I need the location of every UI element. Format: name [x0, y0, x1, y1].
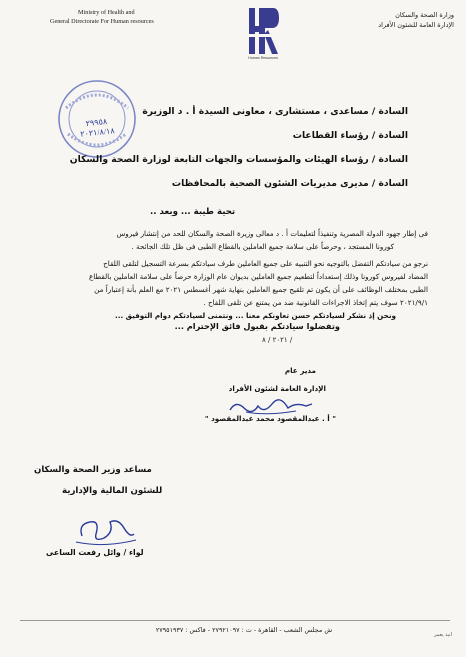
greeting: تحية طيبة ... وبعد .. [150, 207, 236, 217]
addressee-2: السادة / رؤساء القطاعات [292, 130, 408, 141]
body-line-6: ٢٠٢١/٩/١ سوف يتم إتخاذ الاجراءات القانونية ضد من يمتنع عن تلقى اللقاح . [203, 298, 428, 307]
closing: وتفضلوا سيادتكم بقبول فائق الإحترام ... [174, 321, 340, 331]
signature-2-line2: للشئون المالية والإدارية [62, 486, 163, 496]
stamp-number: ٢٩٩٥٨ [85, 116, 108, 129]
footer-divider [20, 620, 450, 621]
addressee-3: السادة / رؤساء الهيئات والمؤسسات والجهات التابعة لوزارة الصحة والسكان [69, 154, 408, 165]
hr-logo-icon [246, 6, 280, 58]
header-arabic-line1: وزارة الصحة والسكان [395, 11, 454, 19]
header-english [50, 8, 180, 26]
signature-1-title: مدير عام [284, 366, 316, 375]
footer-contact: ش مجلس الشعب - القاهرة - ت : ٢٧٩٢١٠٩٧ - فاكس : ٢٧٩٥١٩٣٧ [155, 626, 333, 634]
body-line-3: نرجو من سيادتكم التفضل بالتوجيه نحو التنبيه على جميع العاملين طرف سيادتكم بسرعة التسجيل لتلقى اللقاح [103, 259, 428, 268]
header-english-line2: General Directorate For Human resources [50, 18, 154, 25]
signature-1-name: " أ . عبدالمقصود محمد عبدالمقصود " [204, 414, 336, 423]
signature-1-department: الإدارة العامة لشئون الأفراد [228, 384, 326, 393]
corner-note: انيد يعمر [434, 632, 452, 638]
addressee-4: السادة / مديرى مديريات الشئون الصحية بالمحافظات [171, 178, 408, 189]
stamp-date: ٢٠٢١/٨/١٨ [79, 126, 116, 139]
header-arabic [294, 10, 454, 30]
body-line-2: كورونا المستجد ، وحرصاً على سلامة جميع العاملين بالقطاع الطبى فى ظل تلك الجائحة . [131, 242, 394, 251]
signature-2-scribble [74, 508, 138, 548]
body-line-5: الطبى بمختلف الوظائف على أن يكون تم تلقيح جميع العاملين بنهاية شهر أغسطس ٢٠٢١ مع العلم بأنة إعتباراً من [94, 285, 428, 294]
signature-2-line1: مساعد وزير الصحة والسكان [34, 465, 152, 475]
body-line-1: فى إطار جهود الدولة المصرية وتنفيذاً لتعليمات أ . د معالى وزيرة الصحة والسكان للحد من إنتشار فيروس [116, 229, 428, 238]
body-line-7: ونحن إذ نشكر لسيادتكم حسن تعاونكم معنا ... ونتمنى لسيادتكم دوام التوفيق ... [114, 311, 396, 320]
header-arabic-line2: الإدارة العامة للشئون الأفراد [378, 21, 454, 29]
header-english-line1: Ministry of Health and [78, 9, 135, 16]
logo-subtitle: Human Resources [248, 56, 278, 60]
addressee-1: السادة / مساعدى ، مستشارى ، معاونى السيدة أ . د الوزيرة [142, 106, 408, 117]
body-line-4: المضاد لفيروس كورونا وذلك إستعداداً لتطعيم جميع العاملين بديوان عام الوزارة حرصاً على سلامة العاملين بالقطاع [88, 272, 428, 281]
signature-2-name: لواء / وائل رفعت الساعى [46, 548, 144, 557]
hr-logo [246, 6, 280, 58]
date-line: ٢٠٢١ / ٨ / [262, 336, 293, 344]
